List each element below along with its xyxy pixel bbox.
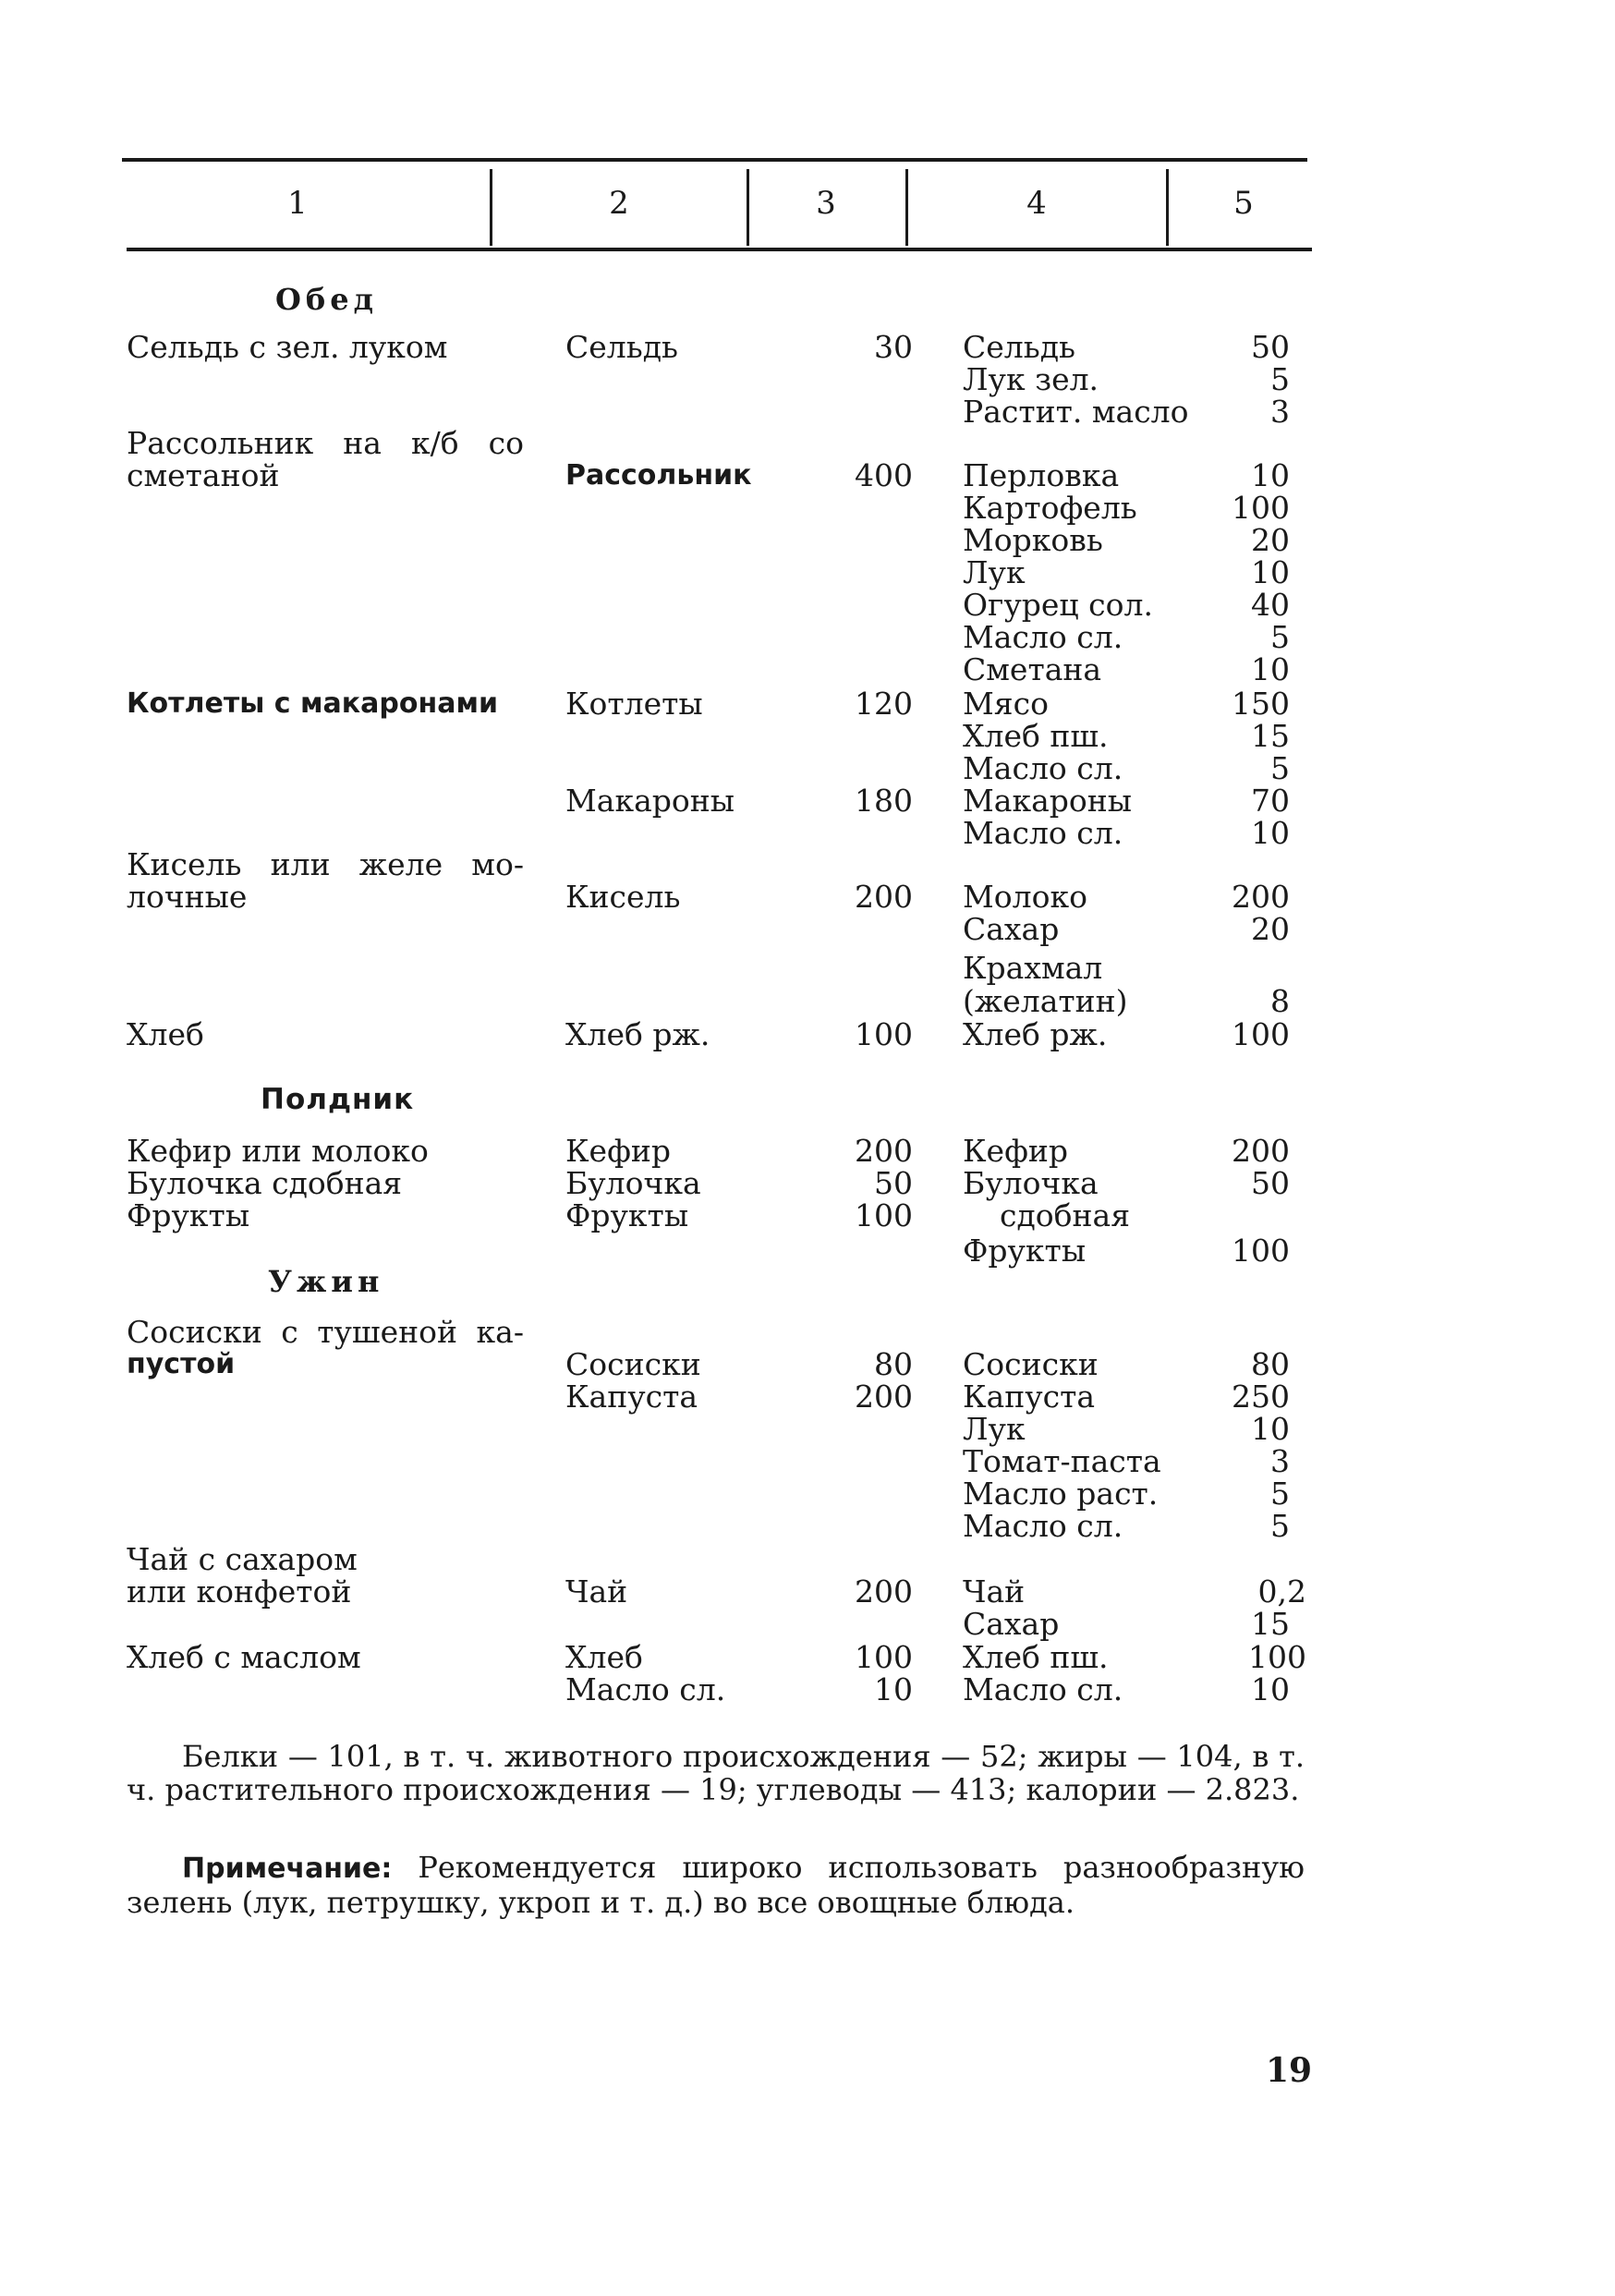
portion-name: Масло сл. <box>565 1671 726 1707</box>
product-name: Мясо <box>963 686 1049 722</box>
product-value: 15 <box>1251 1606 1290 1642</box>
product-value: 5 <box>1270 619 1290 655</box>
product-value: 40 <box>1251 587 1290 623</box>
page-number: 19 <box>1266 2051 1313 2090</box>
product-value: 100 <box>1232 1233 1290 1269</box>
dish-name: Рассольник на к/б со <box>127 425 524 461</box>
portion-value: 80 <box>874 1346 913 1382</box>
portion-value: 10 <box>874 1671 913 1707</box>
product-name: Кефир <box>963 1133 1069 1169</box>
portion-value: 100 <box>855 1197 913 1233</box>
product-value: 10 <box>1251 1671 1290 1707</box>
product-value: 100 <box>1232 1016 1290 1052</box>
product-value: 200 <box>1232 879 1290 915</box>
column-divider <box>490 169 492 246</box>
dish-name: лочные <box>127 879 248 915</box>
portion-value: 100 <box>855 1639 913 1675</box>
dish-name: сметаной <box>127 457 280 493</box>
product-name: Фрукты <box>963 1233 1087 1269</box>
dish-name: или конфетой <box>127 1573 352 1610</box>
portion-name: Кисель <box>565 879 681 915</box>
column-divider <box>905 169 908 246</box>
product-value: 5 <box>1270 1508 1290 1544</box>
product-name: Перловка <box>963 457 1120 493</box>
column-header-4: 4 <box>1026 185 1047 222</box>
column-header-2: 2 <box>609 185 629 222</box>
product-name: Крахмал <box>963 950 1103 986</box>
product-value: 50 <box>1251 1165 1290 1201</box>
dish-name: Чай с сахаром <box>127 1541 358 1577</box>
portion-name: Макароны <box>565 783 735 819</box>
product-value: 200 <box>1232 1133 1290 1169</box>
product-name: Макароны <box>963 783 1133 819</box>
product-name: Сахар <box>963 1606 1060 1642</box>
product-name: Хлеб пш. <box>963 718 1109 754</box>
product-value: 5 <box>1270 361 1290 397</box>
dish-name: Сельдь с зел. луком <box>127 329 448 365</box>
product-value: 10 <box>1251 457 1290 493</box>
product-name: Морковь <box>963 522 1103 558</box>
dish-name: пустой <box>127 1348 236 1380</box>
product-value: 50 <box>1251 329 1290 365</box>
product-name: Масло сл. <box>963 750 1123 786</box>
dish-name: Хлеб с маслом <box>127 1639 361 1675</box>
column-header-5: 5 <box>1233 185 1254 222</box>
note-text: Рекомендуется широко использовать разнообразную зелень (лук, петрушку, укроп и т. д.) во все овощные блюда. <box>127 1850 1305 1920</box>
portion-name: Котлеты <box>565 686 703 722</box>
column-divider <box>747 169 749 246</box>
table-top-rule <box>122 158 1307 162</box>
product-value: 0,2 <box>1257 1573 1306 1610</box>
product-name: Хлеб пш. <box>963 1639 1109 1675</box>
product-name: Томат-паста <box>963 1443 1161 1479</box>
portion-value: 200 <box>855 1133 913 1169</box>
product-name: Лук зел. <box>963 361 1099 397</box>
product-value: 20 <box>1251 911 1290 947</box>
portion-name: Рассольник <box>565 459 752 492</box>
section-title-obed: Обед <box>275 282 378 317</box>
dish-name: Фрукты <box>127 1197 250 1233</box>
dish-name: Булочка сдобная <box>127 1165 403 1201</box>
product-name: Масло сл. <box>963 619 1123 655</box>
product-name: Сосиски <box>963 1346 1099 1382</box>
product-name: Сметана <box>963 651 1102 687</box>
product-name: (желатин) <box>963 983 1128 1019</box>
portion-name: Сельдь <box>565 329 678 365</box>
product-name: Капуста <box>963 1379 1096 1415</box>
product-value: 100 <box>1232 490 1290 526</box>
product-name: Сахар <box>963 911 1060 947</box>
portion-value: 200 <box>855 1379 913 1415</box>
product-value: 5 <box>1270 750 1290 786</box>
product-name: Масло сл. <box>963 815 1123 851</box>
portion-name: Капуста <box>565 1379 698 1415</box>
product-value: 20 <box>1251 522 1290 558</box>
portion-name: Хлеб <box>565 1639 643 1675</box>
product-value: 3 <box>1270 1443 1290 1479</box>
product-name: Масло сл. <box>963 1671 1123 1707</box>
note-paragraph <box>127 1851 1305 1919</box>
portion-name: Сосиски <box>565 1346 701 1382</box>
portion-name: Хлеб рж. <box>565 1016 710 1052</box>
product-name: Булочка <box>963 1165 1099 1201</box>
product-name: Сельдь <box>963 329 1075 365</box>
dish-name: Сосиски с тушеной ка- <box>127 1314 524 1350</box>
dish-name: Кисель или желе мо- <box>127 846 524 882</box>
portion-value: 50 <box>874 1165 913 1201</box>
product-name: Масло сл. <box>963 1508 1123 1544</box>
product-value: 8 <box>1270 983 1290 1019</box>
portion-name: Фрукты <box>565 1197 689 1233</box>
portion-value: 400 <box>855 457 913 493</box>
dish-name: Кефир или молоко <box>127 1133 429 1169</box>
product-value: 100 <box>1248 1639 1306 1675</box>
product-value: 250 <box>1232 1379 1290 1415</box>
product-value: 3 <box>1270 394 1290 430</box>
product-value: 10 <box>1251 1411 1290 1447</box>
product-value: 80 <box>1251 1346 1290 1382</box>
column-header-1: 1 <box>287 185 308 222</box>
product-value: 10 <box>1251 651 1290 687</box>
portion-value: 120 <box>855 686 913 722</box>
product-value: 150 <box>1232 686 1290 722</box>
product-name: Молоко <box>963 879 1087 915</box>
product-name: Лук <box>963 554 1026 590</box>
dish-name: Хлеб <box>127 1016 204 1052</box>
product-value: 70 <box>1251 783 1290 819</box>
dish-name: Котлеты с макаронами <box>127 687 498 720</box>
product-name: Огурец сол. <box>963 587 1153 623</box>
product-name: Растит. масло <box>963 394 1189 430</box>
product-value: 5 <box>1270 1476 1290 1512</box>
column-header-3: 3 <box>816 185 836 222</box>
note-label: Примечание: <box>182 1853 393 1885</box>
portion-value: 200 <box>855 879 913 915</box>
product-name: сдобная <box>1000 1197 1131 1233</box>
product-value: 10 <box>1251 554 1290 590</box>
portion-value: 30 <box>874 329 913 365</box>
section-title-uzhin: Ужин <box>268 1264 384 1299</box>
product-name: Хлеб рж. <box>963 1016 1108 1052</box>
product-name: Чай <box>963 1573 1026 1610</box>
portion-name: Чай <box>565 1573 628 1610</box>
section-title-poldnik: Полдник <box>261 1083 415 1116</box>
portion-value: 100 <box>855 1016 913 1052</box>
portion-name: Кефир <box>565 1133 672 1169</box>
column-divider <box>1166 169 1169 246</box>
product-name: Картофель <box>963 490 1137 526</box>
portion-name: Булочка <box>565 1165 701 1201</box>
product-name: Лук <box>963 1411 1026 1447</box>
product-value: 15 <box>1251 718 1290 754</box>
table-header-rule <box>127 248 1312 251</box>
product-value: 10 <box>1251 815 1290 851</box>
portion-value: 180 <box>855 783 913 819</box>
nutrition-summary: Белки — 101, в т. ч. животного происхождения — 52; жиры — 104, в т. ч. растительного происхождения — 19; углеводы — 413; калории — 2.823. <box>127 1739 1305 1807</box>
portion-value: 200 <box>855 1573 913 1610</box>
product-name: Масло раст. <box>963 1476 1159 1512</box>
